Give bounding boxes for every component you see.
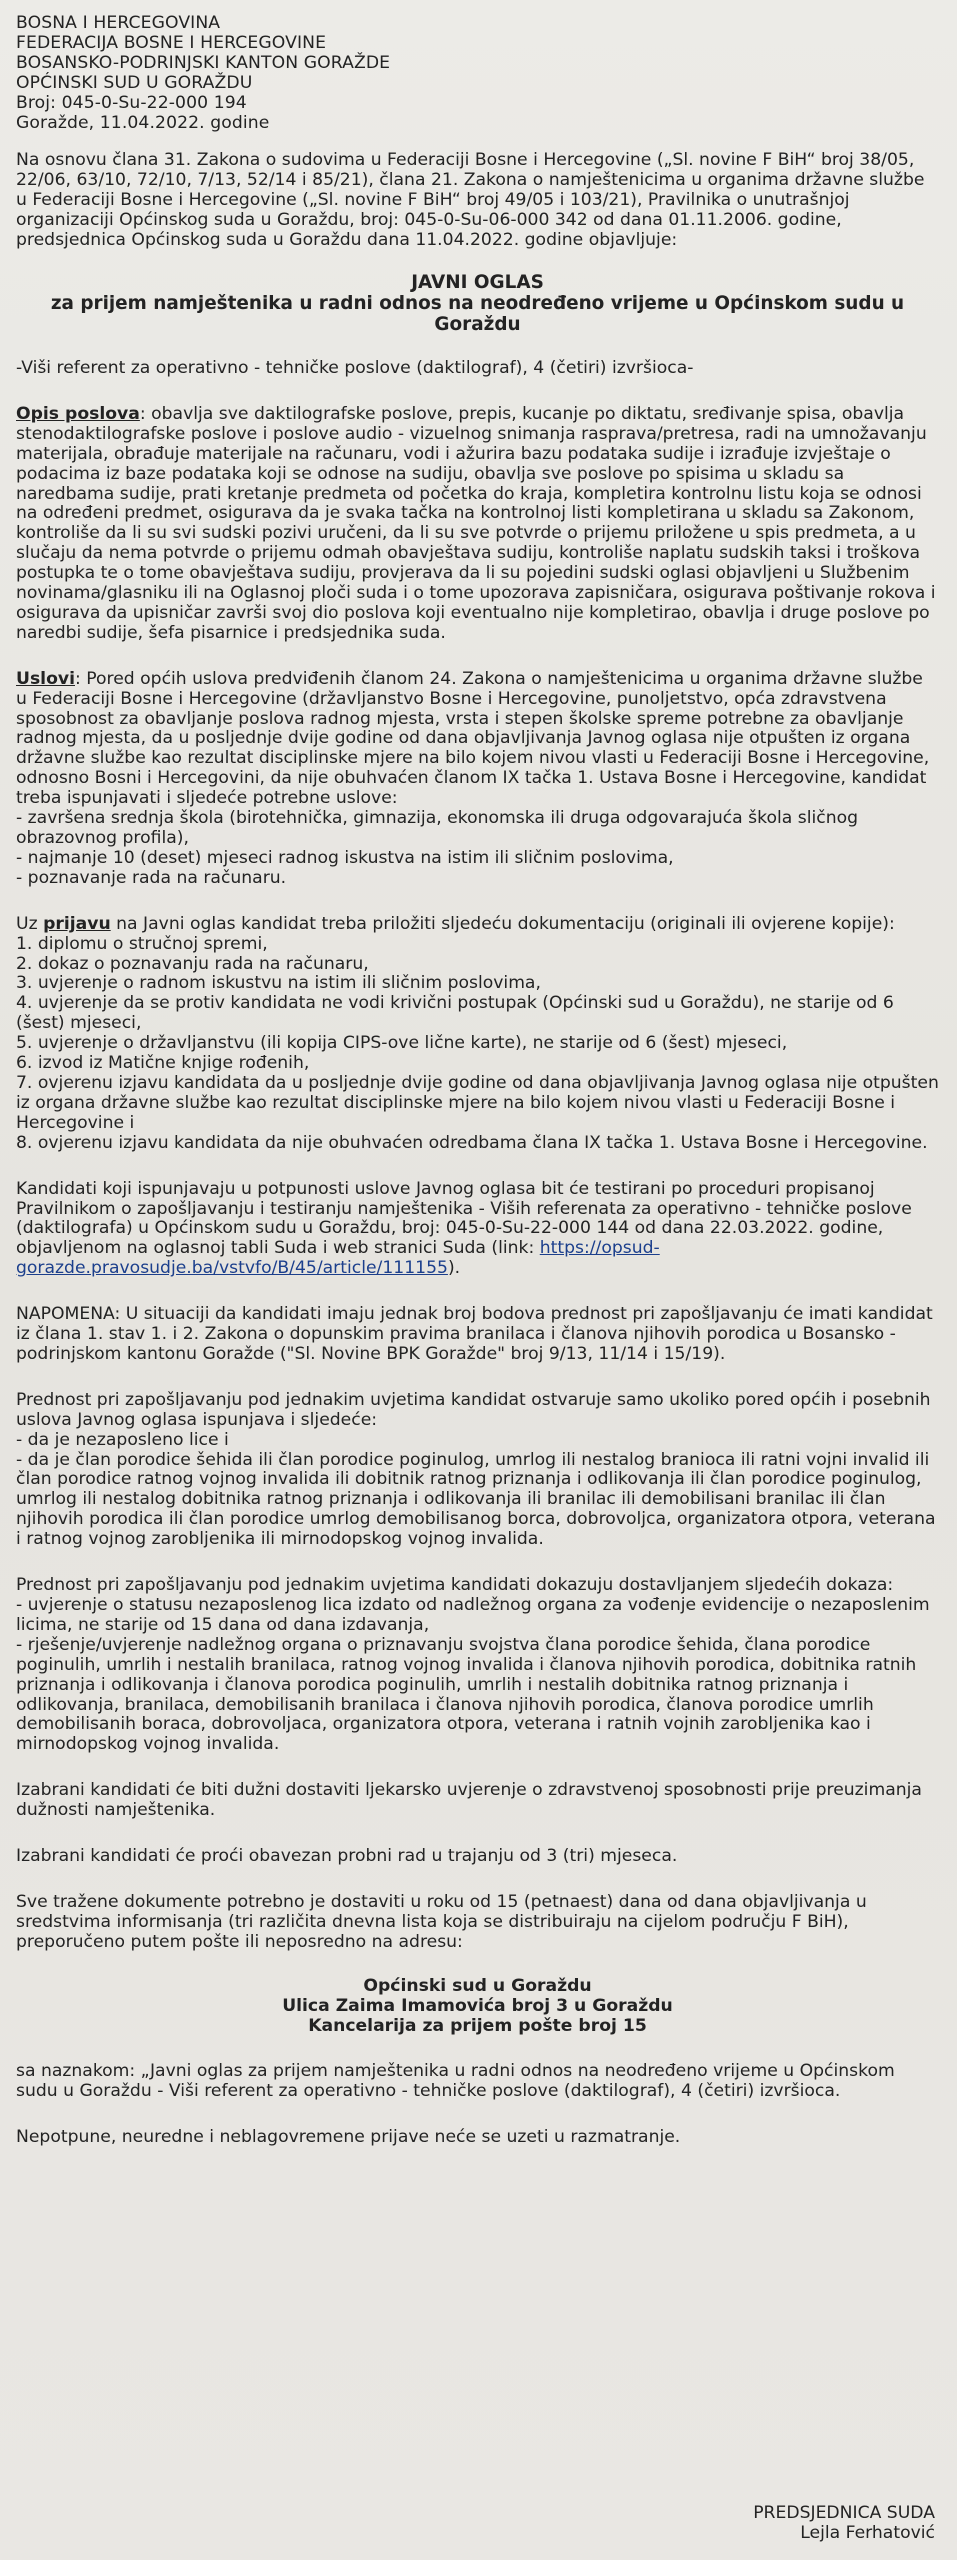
condition-item: - poznavanje rada na računaru. (16, 867, 287, 888)
header-line: OPĆINSKI SUD U GORAŽDU (16, 72, 253, 93)
condition-item: - završena srednja škola (birotehnička, gimnazija, ekonomska ili druga odgovarajuća škola sličnog obrazovnog profila), (16, 808, 859, 848)
header-line: BOSANSKO-PODRINJSKI KANTON GORAŽDE (16, 52, 391, 73)
position-line: -Viši referent za operativno - tehničke poslove (daktilograf), 4 (četiri) izvršioca- (16, 357, 694, 378)
application-text: na Javni oglas kandidat treba priložiti sljedeću dokumentaciju (originali ili ovjerene kopije): (110, 913, 895, 934)
notice-title (16, 272, 939, 335)
testing-end: ). (447, 1258, 461, 1279)
address-block (16, 1977, 939, 2037)
deadline-paragraph: Sve tražene dokumente potrebno je dostaviti u roku od 15 (petnaest) dana od dana objavljivanja u sredstvima informisanja (tri različita dnevna lista koja se distribuiraju na cijelom području F BiH), preporučeno putem pošte ili neposredno na adresu: (16, 1891, 867, 1952)
signature-title: PREDSJEDNICA SUDA (753, 2503, 935, 2524)
subject-line-paragraph: sa naznakom: „Javni oglas za prijem namještenika u radni odnos na neodređeno vrijeme u Općinskom sudu u Goraždu - Viši referent za operativno - tehničke poslove (daktilograf), 4 (četiri) izvršioca. (16, 2061, 895, 2102)
document-item: 1. diplomu o stručnoj spremi, (16, 933, 268, 954)
application-label: prijavu (43, 913, 111, 934)
application-pre: Uz (16, 913, 44, 934)
incomplete-applications-paragraph: Nepotpune, neuredne i neblagovremene prijave neće se uzeti u razmatranje. (16, 2127, 681, 2148)
header-line: Broj: 045-0-Su-22-000 194 (16, 92, 247, 113)
priority-text: Prednost pri zapošljavanju pod jednakim uvjetima kandidat ostvaruje samo ukoliko pored općih i posebnih uslova Javnog oglasa ispunjava i sljedeće: (16, 1389, 931, 1430)
address-line: Kancelarija za prijem pošte broj 15 (308, 2015, 647, 2036)
job-description-text: : obavlja sve daktilografske poslove, prepis, kucanje po diktatu, sređivanje spisa, obavlja stenodaktilografske poslove i poslove audio - vizuelnog snimanja rasprava/pretresa, radi na umnožavanju materijala, obrađuje materijale na računaru, vodi i ažurira bazu podataka sudije i izrađuje izvještaje o podacima iz baze podataka koji se odnose na sudiju, obavlja sve poslove po spisima u skladu sa naredbama sudije, prati kretanje predmeta od početka do kraja, kompletira kontrolnu listu koja se odnosi na određeni predmet, osigurava da je svaka tačka na kontrolnoj listi kompletirana u skladu sa Zakonom, kontroliše da li su svi sudski pozivi uručeni, da li su sve potvrde o prijemu priložene u spis predmeta, a u slučaju da nema potvrde o prijemu odmah obavještava sudiju, kontroliše naplatu sudskih taksi i troškova postupka te o tome obavještava sudiju, provjerava da li su pojedini sudski oglasi objavljeni u Službenim novinama/glasniku ili na Oglasnoj ploči suda i o tome upozorava zapisničara, osigurava poštivanje rokova i osigurava da upisničar završi svoj dio poslova koji eventualno nije kompletirao, obavlja i druge poslove po naredbi sudije, šefa pisarnice i predsjednika suda. (16, 403, 936, 643)
job-description (16, 405, 939, 644)
application-section (16, 915, 939, 1154)
priority-item: - da je član porodice šehida ili član porodice poginulog, umrlog ili nestalog branioca ili ratni vojni invalid ili član porodice ratnog vojnog invalida ili dobitnik ratnog priznanja i odlikovanja ili član porodice poginulog, umrlog ili nestalog dobitnika ratnog priznanja i odlikovanja ili branilac ili demobilisani branilac ili član njihovih porodica ili član porodice umrlog demobilisanog borca, dobrovoljca, organizatora otpora, veterana i ratnog vojnog zarobljenika ili mirnodopskog vojnog invalida. (16, 1449, 936, 1550)
priority-item: - da je nezaposleno lice i (16, 1429, 229, 1450)
document-item: 6. izvod iz Matične knjige rođenih, (16, 1053, 310, 1074)
court-website-link[interactable]: https://opsud-gorazde.pravosudje.ba/vstvfo/B/45/article/111155 (16, 1238, 660, 1279)
testing-text: Kandidati koji ispunjavaju u potpunosti uslove Javnog oglasa bit će testirani po proceduri propisanoj Pravilnikom o zapošljavanju i testiranju namještenika - Viših referenata za operativno - tehničke poslove (daktilografa) u Općinskom sudu u Goraždu, broj: 045-0-Su-22-000 144 od dana 22.03.2022. godine, objavljenom na oglasnoj tabli Suda i web stranici Suda (link: (16, 1178, 912, 1259)
conditions-paragraph (16, 670, 939, 809)
document-item: 8. ovjerenu izjavu kandidata da nije obuhvaćen odredbama člana IX tačka 1. Ustava Bosne i Hercegovine. (16, 1132, 928, 1153)
header-line: Goražde, 11.04.2022. godine (16, 112, 270, 133)
document-item: 3. uvjerenje o radnom iskustvu na istim ili sličnim poslovima, (16, 973, 541, 994)
application-paragraph (16, 915, 939, 935)
probation-paragraph: Izabrani kandidati će proći obavezan probni rad u trajanju od 3 (tri) mjeseca. (16, 1846, 678, 1867)
signature-block (753, 2504, 935, 2544)
condition-item: - najmanje 10 (deset) mjeseci radnog iskustva na istim ili sličnim poslovima, (16, 847, 674, 868)
priority-proofs (16, 1576, 939, 1755)
document-item: 5. uvjerenje o državljanstvu (ili kopija CIPS-ove lične karte), ne starije od 6 (šest) mjeseci, (16, 1033, 788, 1054)
intro-paragraph: Na osnovu člana 31. Zakona o sudovima u Federaciji Bosne i Hercegovine („Sl. novine F BiH“ broj 38/05, 22/06, 63/10, 72/10, 7/13, 52/14 i 85/21), člana 21. Zakona o namještenicima u organima državne službe u Federaciji Bosne i Hercegovine („Sl. novine F BiH“ broj 49/05 i 103/21), Pravilnika o unutrašnjoj organizaciji Općinskog suda u Goraždu, broj: 045-0-Su-06-000 342 od dana 01.11.2006. godine, predsjednica Općinskog suda u Goraždu dana 11.04.2022. godine objavljuje: (16, 150, 925, 251)
document-header (16, 14, 939, 133)
header-line: BOSNA I HERCEGOVINA (16, 13, 221, 33)
signature-name: Lejla Ferhatović (800, 2523, 935, 2544)
proofs-text: Prednost pri zapošljavanju pod jednakim uvjetima kandidati dokazuju dostavljanjem sljedećih dokaza: (16, 1575, 894, 1596)
address-line: Općinski sud u Goraždu (363, 1975, 592, 1996)
conditions-section (16, 670, 939, 889)
document-item: 7. ovjerenu izjavu kandidata da u posljednje dvije godine od dana objavljivanja Javnog oglasa nije otpušten iz organa državne službe kao rezultat disciplinske mjere na bilo kojem nivou vlasti u Federaciji Bosne i Hercegovine i (16, 1072, 939, 1133)
document-item: 2. dokaz o poznavanju rada na računaru, (16, 953, 369, 974)
testing-paragraph (16, 1180, 939, 1280)
medical-certificate-paragraph: Izabrani kandidati će biti dužni dostaviti ljekarsko uvjerenje o zdravstvenoj sposobnosti prije preuzimanja dužnosti namještenika. (16, 1780, 922, 1821)
conditions-text: : Pored općih uslova predviđenih članom 24. Zakona o namještenicima u organima državne službe u Federaciji Bosne i Hercegovine (državljanstvo Bosne i Hercegovine, punoljetstvo, opća zdravstvena sposobnost za obavljanje poslova radnog mjesta, vrsta i stepen školske spreme potrebne za obavljanje radnog mjesta, da u posljednje dvije godine od dana objavljivanja Javnog oglasa nije otpušten iz organa državne službe kao rezultat disciplinske mjere na bilo kojem nivou vlasti u Federaciji Bosne i Hercegovine, odnosno Bosni i Hercegovini, da nije obuhvaćen članom IX tačka 1. Ustava Bosne i Hercegovine, kandidat treba ispunjavati i sljedeće potrebne uslove: (16, 668, 930, 809)
conditions-label: Uslovi (16, 668, 75, 689)
note-paragraph: NAPOMENA: U situaciji da kandidati imaju jednak broj bodova prednost pri zapošljavanju će imati kandidat iz člana 1. stav 1. i 2. Zakona o dopunskim pravima branilaca i članova njihovih porodica u Bosansko - podrinjskom kantonu Goražde ("Sl. Novine BPK Goražde" broj 9/13, 11/14 i 15/19). (16, 1304, 933, 1364)
document-item: 4. uvjerenje da se protiv kandidata ne vodi krivični postupak (Općinski sud u Goraždu), ne starije od 6 (šest) mjeseci, (16, 993, 894, 1034)
proof-item: - uvjerenje o statusu nezaposlenog lica izdato od nadležnog organa za vođenje evidencije o nezaposlenim licima, ne starije od 15 dana od dana izdavanja, (16, 1595, 930, 1635)
address-line: Ulica Zaima Imamovića broj 3 u Goraždu (282, 1995, 673, 2016)
title-main: JAVNI OGLAS (411, 271, 544, 293)
job-description-label: Opis poslova (16, 403, 140, 424)
title-sub: za prijem namještenika u radni odnos na neodređeno vrijeme u Općinskom sudu u Goraždu (50, 292, 905, 335)
proof-item: - rješenje/uvjerenje nadležnog organa o priznavanju svojstva člana porodice šehida, člana porodice poginulih, umrlih i nestalih branilaca, ratnog vojnog invalida i članova njihovih porodica, dobitnika ratnih priznanja i odlikovanja i članova porodica poginulih, umrlih i nestalih dobitnika ratnog priznanja i odlikovanja, branilaca, demobilisanih branilaca i članova njihovih porodica, članova porodice umrlih demobilisanih boraca, dobrovoljaca, organizatora otpora, veterana i ratnih vojnih zarobljenika kao i mirnodopskog vojnog invalida. (16, 1634, 917, 1755)
priority-conditions (16, 1391, 939, 1550)
header-line: FEDERACIJA BOSNE I HERCEGOVINE (16, 32, 327, 53)
